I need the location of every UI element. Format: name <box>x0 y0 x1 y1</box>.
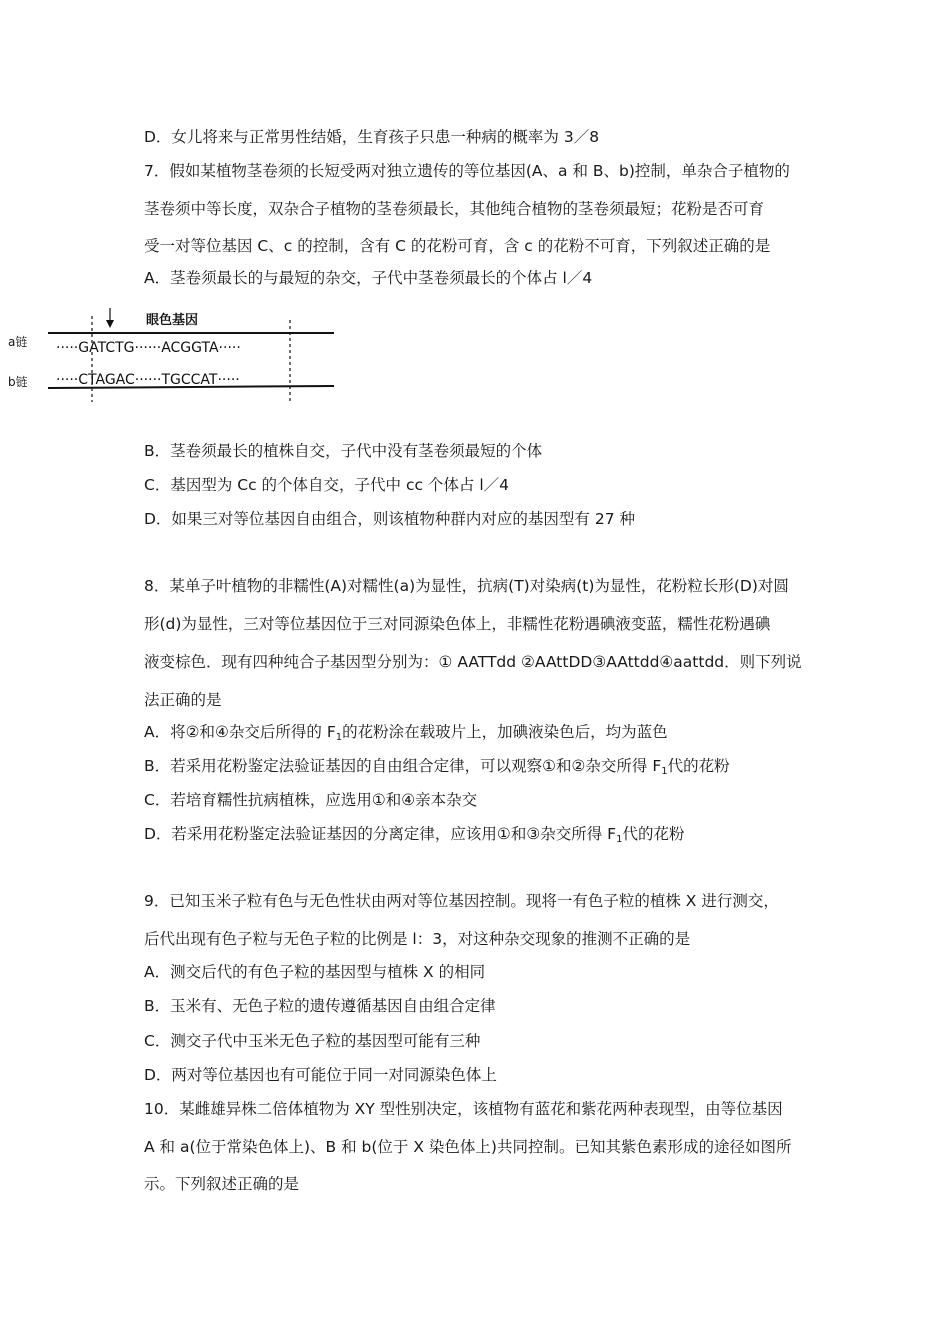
question-7-stem-cont: 受一对等位基因 C、c 的控制，含有 C 的花粉可育，含 c 的花粉不可育，下列叙述正确的是 <box>144 237 771 255</box>
question-8-stem-cont: 液变棕色．现有四种纯合子基因型分别为：① AATTdd ②AAttDD③AAttdd④aattdd．则下列说 <box>144 653 802 671</box>
question-9-stem-cont: 后代出现有色子粒与无色子粒的比例是 l：3，对这种杂交现象的推测不正确的是 <box>144 930 691 948</box>
question-8-stem: 8．某单子叶植物的非糯性(A)对糯性(a)为显性，抗病(T)对染病(t)为显性，花粉粒长形(D)对圆 <box>144 577 789 595</box>
question-7-stem-cont: 茎卷须中等长度，双杂合子植物的茎卷须最长，其他纯合植物的茎卷须最短；花粉是否可育 <box>144 200 765 218</box>
question-10-stem-cont: 示。下列叙述正确的是 <box>144 1175 300 1193</box>
question-10-stem: 10．某雌雄异株二倍体植物为 XY 型性别决定，该植物有蓝花和紫花两种表现型，由等位基因 <box>144 1100 783 1118</box>
gene-strand-diagram <box>6 306 346 406</box>
option-7d: D．如果三对等位基因自由组合，则该植物种群内对应的基因型有 27 种 <box>144 510 636 528</box>
question-8-stem-cont: 形(d)为显性，三对等位基因位于三对同源染色体上，非糯性花粉遇碘液变蓝，糯性花粉遇碘 <box>144 615 771 633</box>
option-6d: D．女儿将来与正常男性结婚，生育孩子只患一种病的概率为 3／8 <box>144 128 600 146</box>
option-9a: A．测交后代的有色子粒的基因型与植株 X 的相同 <box>144 963 486 981</box>
arrow-head-icon <box>106 320 114 328</box>
question-7-stem: 7．假如某植物茎卷须的长短受两对独立遗传的等位基因(A、a 和 B、b)控制，单杂合子植物的 <box>144 162 790 180</box>
option-9d: D．两对等位基因也有可能位于同一对同源染色体上 <box>144 1066 497 1084</box>
option-8c: C．若培育糯性抗病植株，应选用①和④亲本杂交 <box>144 791 478 809</box>
option-9c: C．测交子代中玉米无色子粒的基因型可能有三种 <box>144 1032 481 1050</box>
strand-a-sequence: ·····GATCTG······ACGGTA····· <box>56 340 241 356</box>
option-7a: A．茎卷须最长的与最短的杂交，子代中茎卷须最长的个体占 l／4 <box>144 269 593 287</box>
diagram-title: 眼色基因 <box>146 313 199 328</box>
option-8a: A．将②和④杂交后所得的 $F_1$的花粉涂在载玻片上，加碘液染色后，均为蓝色 <box>144 723 668 743</box>
option-7b: B．茎卷须最长的植株自交，子代中没有茎卷须最短的个体 <box>144 442 543 460</box>
question-9-stem: 9．已知玉米子粒有色与无色性状由两对等位基因控制。现将一有色子粒的植株 X 进行测交， <box>144 892 779 910</box>
question-8-stem-cont: 法正确的是 <box>144 691 222 709</box>
option-7c: C．基因型为 Cc 的个体自交，子代中 cc 个体占 l／4 <box>144 476 510 494</box>
option-8d: D．若采用花粉鉴定法验证基因的分离定律，应该用①和③杂交所得 $F_1$代的花粉 <box>144 825 685 845</box>
strand-b-sequence: ·····CTAGAC······TGCCAT····· <box>56 372 240 388</box>
strand-b-label: b链 <box>8 375 28 389</box>
strand-a-label: a链 <box>8 335 28 349</box>
option-9b: B．玉米有、无色子粒的遗传遵循基因自由组合定律 <box>144 997 496 1015</box>
option-8b: B．若采用花粉鉴定法验证基因的自由组合定律，可以观察①和②杂交所得 $F_1$代的花粉 <box>144 757 730 777</box>
question-10-stem-cont: A 和 a(位于常染色体上)、B 和 b(位于 X 染色体上)共同控制。已知其紫色素形成的途径如图所 <box>144 1138 792 1156</box>
